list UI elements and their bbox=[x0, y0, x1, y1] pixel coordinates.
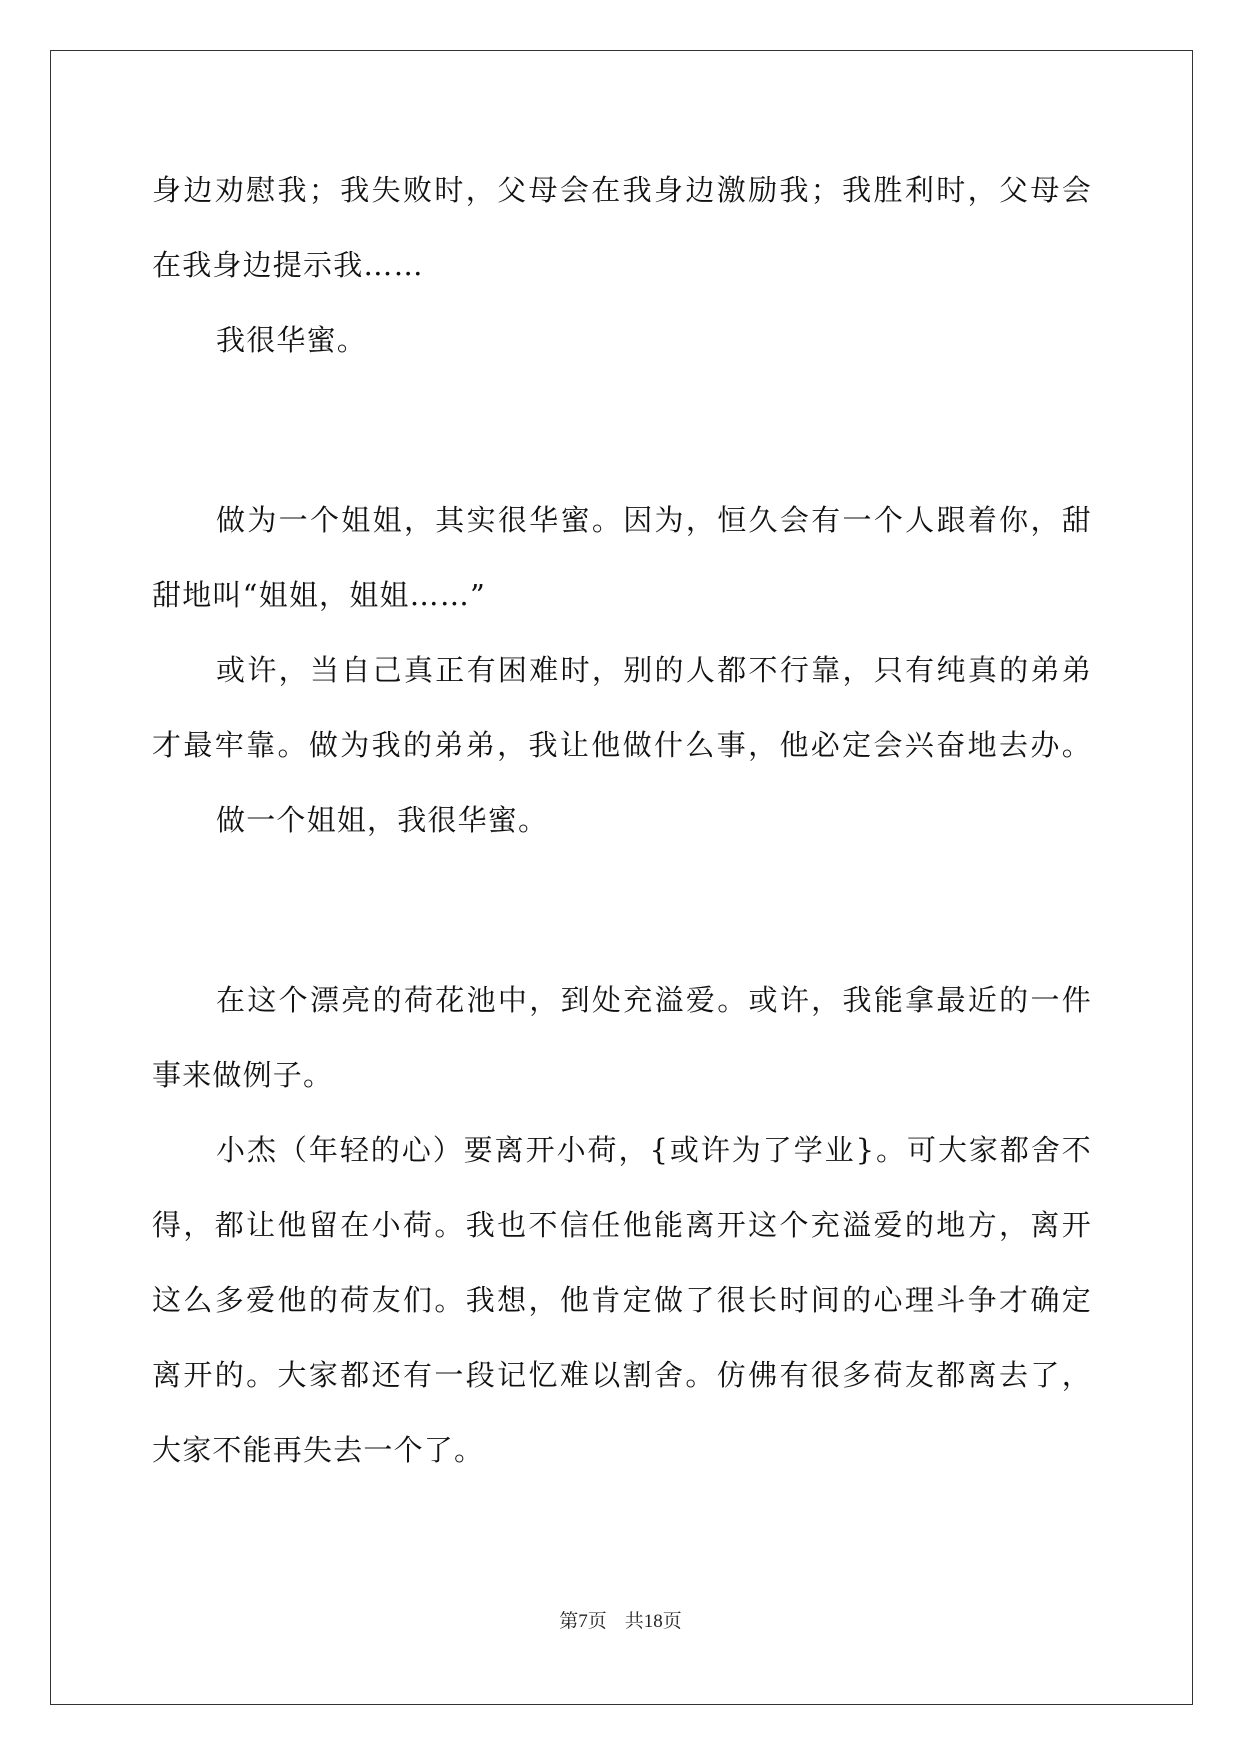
paragraph-line: 做为一个姐姐，其实很华蜜。因为，恒久会有一个人跟着你，甜 bbox=[216, 503, 1092, 537]
paragraph-line: 在我身边提示我…… bbox=[152, 248, 424, 282]
paragraph-line: 事来做例子。 bbox=[152, 1058, 334, 1092]
paragraph-line: 才最牢靠。做为我的弟弟，我让他做什么事，他必定会兴奋地去办。 bbox=[152, 728, 1092, 762]
paragraph-line: 在这个漂亮的荷花池中，到处充溢爱。或许，我能拿最近的一件 bbox=[216, 983, 1092, 1017]
page-total: 共18页 bbox=[624, 1611, 682, 1632]
paragraph-line: 做一个姐姐，我很华蜜。 bbox=[216, 803, 549, 837]
paragraph-line: 或许，当自己真正有困难时，别的人都不行靠，只有纯真的弟弟 bbox=[216, 653, 1092, 687]
paragraph-line: 离开的。大家都还有一段记忆难以割舍。仿佛有很多荷友都离去了， bbox=[152, 1358, 1092, 1392]
paragraph-line: 甜地叫“姐姐，姐姐……” bbox=[152, 578, 487, 612]
paragraph-line: 我很华蜜。 bbox=[216, 323, 368, 357]
paragraph-line: 身边劝慰我；我失败时，父母会在我身边激励我；我胜利时，父母会 bbox=[152, 173, 1092, 207]
page-footer bbox=[0, 1610, 1241, 1634]
paragraph-line: 小杰（年轻的心）要离开小荷，{或许为了学业}。可大家都舍不 bbox=[216, 1133, 1092, 1167]
paragraph-line: 这么多爱他的荷友们。我想，他肯定做了很长时间的心理斗争才确定 bbox=[152, 1283, 1092, 1317]
page-number: 第7页 bbox=[559, 1611, 607, 1632]
paragraph-line: 大家不能再失去一个了。 bbox=[152, 1433, 485, 1467]
paragraph-line: 得，都让他留在小荷。我也不信任他能离开这个充溢爱的地方，离开 bbox=[152, 1208, 1092, 1242]
